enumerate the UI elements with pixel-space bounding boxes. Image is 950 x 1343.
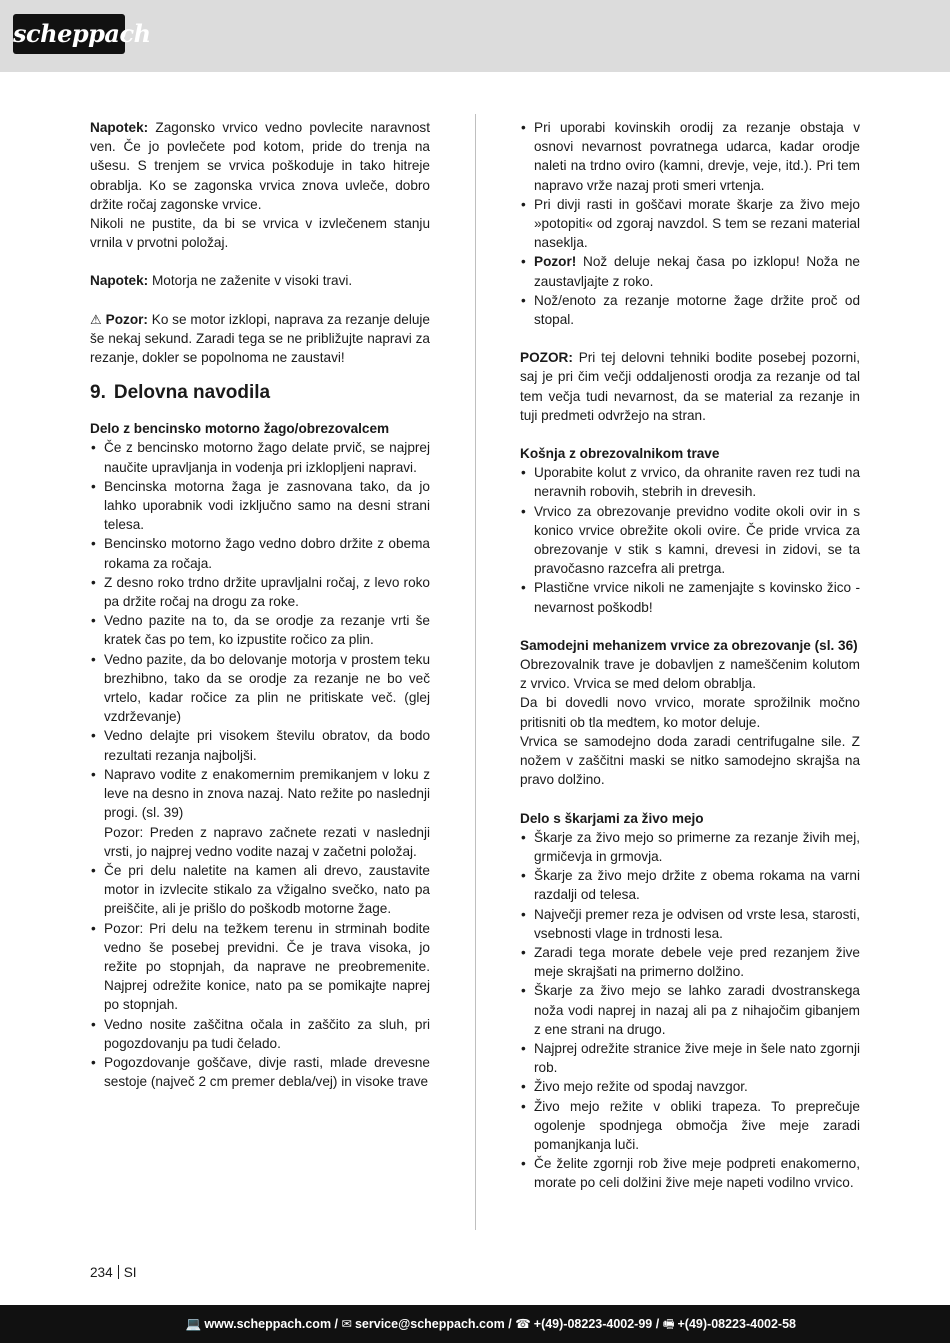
list-item: • Če pri delu naletite na kamen ali drevo, zaustavite motor in izvlecite stikalo za vžigalno svečko, nato pa preiščite, ali je prišlo do poškodb motorne žage.: [90, 861, 430, 919]
fax-icon: 🖷: [662, 1317, 675, 1331]
list-item: • Pozor: Pri delu na težkem terenu in strminah bodite vedno še posebej previdni. Če je trava visoka, jo režite po stopnjah, da naprave ne preobremenite. Najprej odrežite konice, nato pa se pomikajte naprej po stopnjah.: [90, 919, 430, 1015]
list-item: • Vedno delajte pri visokem številu obratov, da bodo rezultati rezanja najboljši.: [90, 726, 430, 764]
left-column: [90, 118, 430, 1091]
list-item: • Če z bencinsko motorno žago delate prvič, se najprej naučite upravljanja in vodenja pri izklopljeni napravi.: [90, 438, 430, 476]
page-number: 234 SI: [90, 1265, 137, 1280]
list-item: • Če želite zgornji rob žive meje podpreti enakomerno, morate po celi dolžini žive meje napeti vodilno vrvico.: [520, 1154, 860, 1192]
subsection-title: Delo z bencinsko motorno žago/obrezovalcem: [90, 421, 390, 437]
list-item: • Živo mejo režite v obliki trapeza. To preprečuje ogolenje spodnjega območja žive meje zaradi pomanjkanja luči.: [520, 1097, 860, 1155]
caution-paragraph: POZOR: Pri tej delovni tehniki bodite posebej pozorni, saj je pri čim večji oddaljenosti orodja za rezanje od tal tem večja tudi nevarnost, da se material za rezanje in tuji predmeti odvržejo na stran.: [520, 350, 860, 423]
instruction-list: [90, 438, 430, 1091]
subsection-title: Košnja z obrezovalnikom trave: [520, 446, 720, 462]
list-item: • Zaradi tega morate debele veje pred rezanjem žive meje skrajšati na primerno dolžino.: [520, 943, 860, 981]
list-item: • Škarje za živo mejo držite z obema rokama na varni razdalji od telesa.: [520, 866, 860, 904]
footer-phone: +(49)-08223-4002-99 /: [533, 1317, 660, 1331]
list-item: • Najprej odrežite stranice žive meje in šele nato zgornji rob.: [520, 1039, 860, 1077]
section-heading: 9. Delovna navodila: [90, 382, 271, 404]
list-item: • Pri divji rasti in goščavi morate škarje za živo mejo »potopiti« od zgoraj navzdol. S tem se rezani material naseklja.: [520, 195, 860, 253]
list-item: • Bencinska motorna žaga je zasnovana tako, da jo lahko uporabnik vodi izključno samo na desni strani telesa.: [90, 477, 430, 535]
list-item: • Z desno roko trdno držite upravljalni ročaj, z levo roko pa držite ročaj na drogu za roke.: [90, 573, 430, 611]
subsection-title: Delo s škarjami za živo mejo: [520, 810, 704, 826]
list-item: • Nož/enoto za rezanje motorne žage držite proč od stopal.: [520, 291, 860, 329]
envelope-icon: ✉: [341, 1317, 352, 1331]
warning-triangle-icon: ⚠: [90, 311, 102, 327]
list-item: • Napravo vodite z enakomernim premikanjem v loku z leve na desno in znova nazaj. Nato režite po naslednji progi. (sl. 39) Pozor: Preden z napravo začnete rezati v naslednji vrsti, jo najprej vedno vodite nazaj v začetni položaj.: [90, 765, 430, 861]
paragraph: Da bi dovedli novo vrvico, morate sprožilnik močno pritisniti ob tla medtem, ko motor deluje.: [520, 695, 860, 730]
instruction-list: [520, 828, 860, 1193]
note-pull-cord: Napotek: Zagonsko vrvico vedno povlecite naravnost ven. Če jo povlečete pod kotom, pride do trenja na ušesu. S trenjem se vrvica poškoduje in tako hitreje obrablja. Ko se zagonska vrvica znova uvleče, dobro držite ročaj zagonske vrvice.: [90, 120, 430, 212]
paragraph: Vrvica se samodejno doda zaradi centrifugalne sile. Z nožem v zaščitni maski se nitko samodejno skrajša na pravo dolžino.: [520, 733, 860, 788]
phone-icon: ☎: [515, 1317, 531, 1331]
list-item: • Plastične vrvice nikoli ne zamenjajte s kovinsko žico - nevarnost poškodb!: [520, 578, 860, 616]
column-divider: [475, 114, 476, 1230]
laptop-icon: 💻: [185, 1317, 202, 1331]
paragraph: Obrezovalnik trave je dobavljen z nameščenim kolutom z vrvico. Vrvica se med delom obrablja.: [520, 657, 860, 692]
list-item: • Uporabite kolut z vrvico, da ohranite raven rez tudi na neravnih robovih, stebrih in drevesih.: [520, 463, 860, 501]
list-item: • Škarje za živo mejo se lahko zaradi dvostranskega noža vodi naprej in nazaj ali pa z nihajočim gibanjem z ene strani na drugo.: [520, 981, 860, 1039]
instruction-list: [520, 463, 860, 617]
list-item: • Vedno pazite na to, da se orodje za rezanje vrti še kratek čas po tem, ko izpustite ročico za plin.: [90, 611, 430, 649]
scheppach-logo: scheppach: [13, 14, 125, 54]
page-footer: [0, 1305, 950, 1343]
list-item: • Vrvico za obrezovanje previdno vodite okoli ovir in s konico vrvice obrežite okoli ovire. Če pride vrvica za obrezovanje v stik s kamni, drevesi in zidovi, se ta pravočasno razcefra ali pretrga.: [520, 502, 860, 579]
note-high-grass: Napotek: Motorja ne zaženite v visoki travi.: [90, 273, 353, 289]
list-item: • Pri uporabi kovinskih orodij za rezanje obstaja v osnovi nevarnost povratnega udarca, kadar orodje naleti na trdno oviro (kamni, drevje, veje, itd.). Pri tem napravo vrže nazaj proti smeri vrtenja.: [520, 118, 860, 195]
list-item: • Največji premer reza je odvisen od vrste lesa, starosti, vsebnosti vlage in trdnosti lesa.: [520, 905, 860, 943]
note-cord-return: Nikoli ne pustite, da bi se vrvica v izvlečenem stanju vrnila v prvotni položaj.: [90, 216, 430, 251]
list-item: • Vedno pazite, da bo delovanje motorja v prostem teku brezhibno, tako da se orodje za rezanje ne bo več vrtelo, kadar ročice za plin ne pritiskate več. (glej vzdrževanje): [90, 650, 430, 727]
footer-email: service@scheppach.com /: [354, 1317, 512, 1331]
footer-fax: +(49)-08223-4002-58: [677, 1317, 796, 1331]
list-item: • Škarje za živo mejo so primerne za rezanje živih mej, grmičevja in grmovja.: [520, 828, 860, 866]
page-header: [0, 0, 950, 72]
list-item: • Živo mejo režite od spodaj navzgor.: [520, 1077, 860, 1096]
caution-cutting-device: ⚠ Pozor: Ko se motor izklopi, naprava za rezanje deluje še nekaj sekund. Zaradi tega se ne približujte napravi za rezanje, dokler se popolnoma ne zaustavi!: [90, 311, 430, 366]
list-item: • Pozor! Nož deluje nekaj časa po izklopu! Noža ne zaustavljajte z roko.: [520, 252, 860, 290]
list-item: • Bencinsko motorno žago vedno dobro držite z obema rokama za ročaja.: [90, 534, 430, 572]
instruction-list: [520, 118, 860, 329]
footer-website: www.scheppach.com /: [204, 1317, 339, 1331]
list-item: • Pogozdovanje goščave, divje rasti, mlade drevesne sestoje (največ 2 cm premer debla/vej) in visoke trave: [90, 1053, 430, 1091]
list-item: • Vedno nosite zaščitna očala in zaščito za sluh, pri pogozdovanju pa tudi čelado.: [90, 1015, 430, 1053]
subsection-title: Samodejni mehanizem vrvice za obrezovanje (sl. 36): [520, 637, 858, 653]
right-column: [520, 118, 860, 1193]
